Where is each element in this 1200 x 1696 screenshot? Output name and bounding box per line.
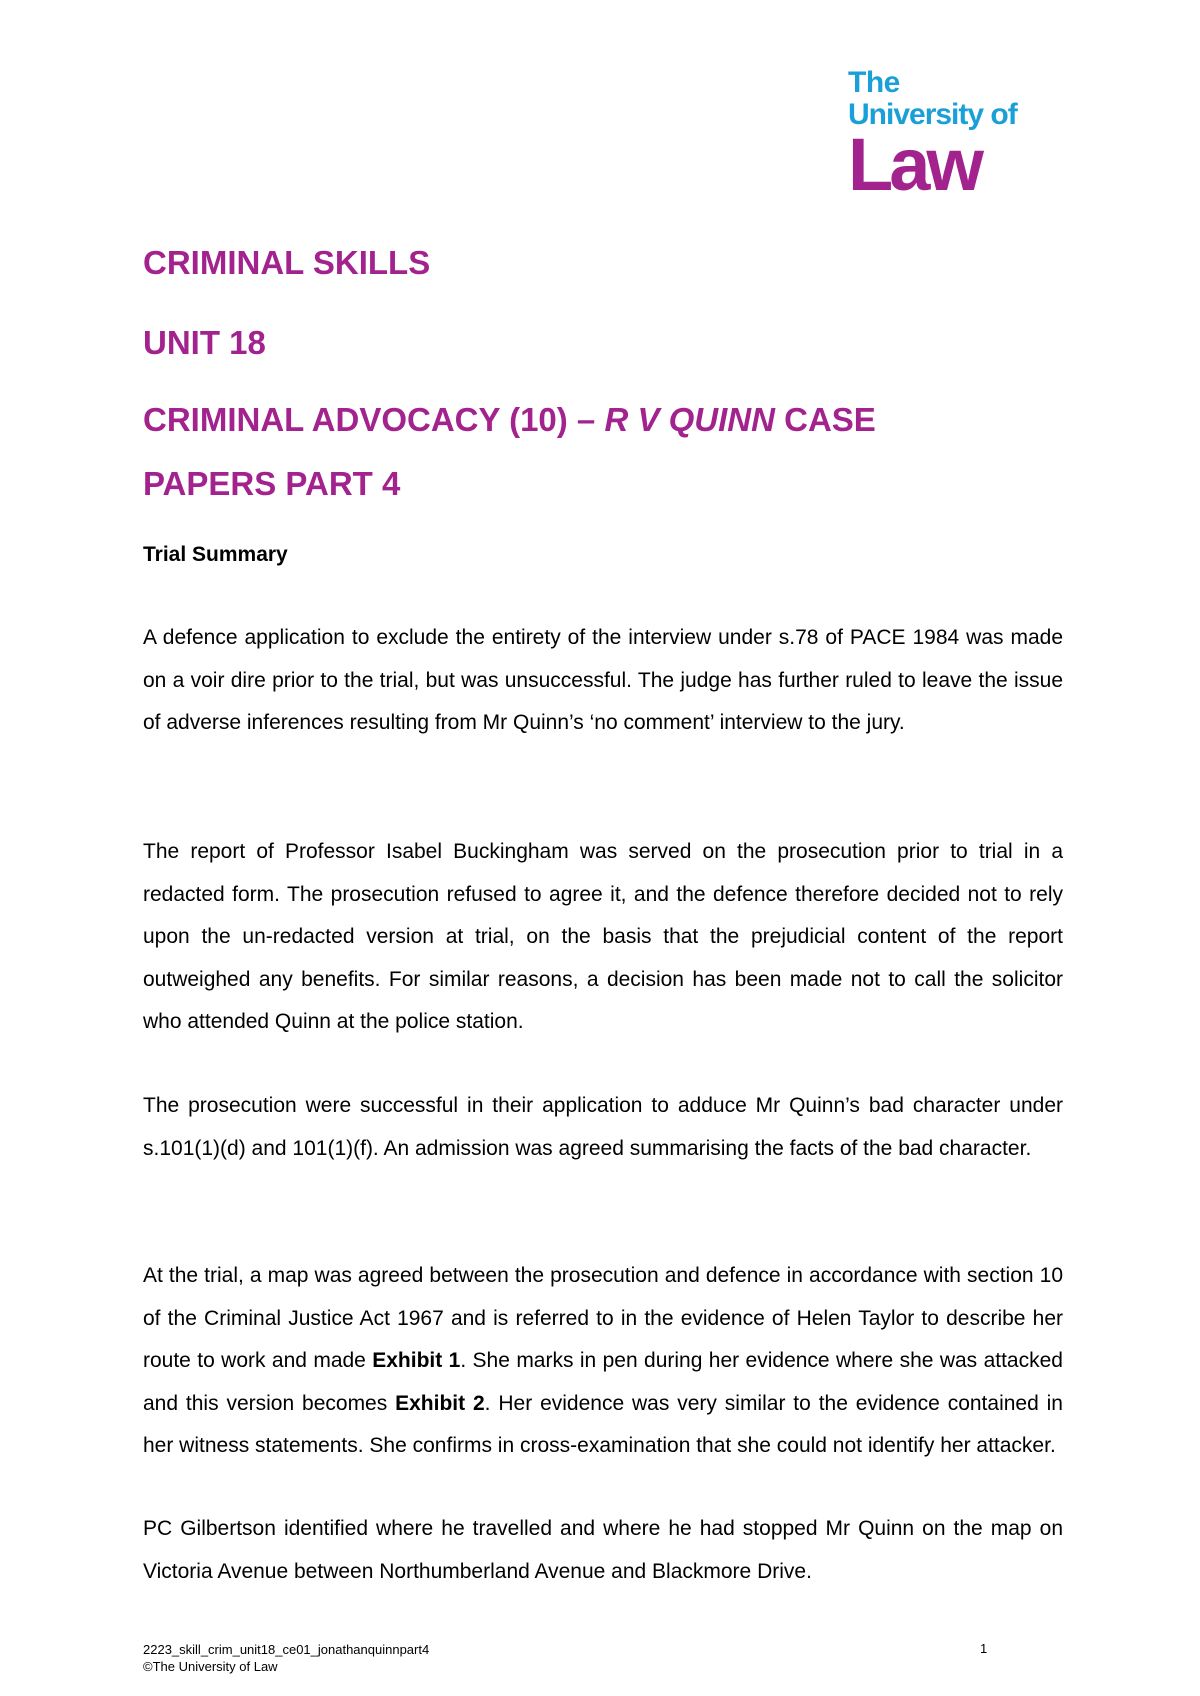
map-text-2: . She marks in pen during her evidence where she was attacked and this version becomes [143, 1349, 1063, 1415]
exhibit-1-label: Exhibit 1 [372, 1349, 461, 1372]
section-title: Trial Summary [143, 543, 288, 566]
case-heading [143, 401, 876, 439]
unit-heading: UNIT 18 [143, 324, 266, 361]
paragraph-map-exhibits [143, 1255, 1063, 1468]
map-text-1: At the trial, a map was agreed between the prosecution and defence in accordance with section 10 of the Criminal Justice Act 1967 and is referred to in the evidence of Helen Taylor to describe her route to work and made [143, 1264, 1063, 1372]
footer-filename: 2223_skill_crim_unit18_ce01_jonathanquinnpart4 [143, 1642, 430, 1657]
paragraph-bad-character: The prosecution were successful in their application to adduce Mr Quinn’s bad character under s.101(1)(d) and 101(1)(f). An admission was agreed summarising the facts of the bad character. [143, 1094, 1063, 1160]
paragraph-expert-report: The report of Professor Isabel Buckingham was served on the prosecution prior to trial in a redacted form. The prosecution refused to agree it, and the defence therefore decided not to rely upon the un-redacted version at trial, on the basis that the prejudicial content of the report outweighed any benefits. For similar reasons, a decision has been made not to call the solicitor who attended Quinn at the police station. [143, 840, 1063, 1033]
footer [143, 1641, 429, 1675]
document-title: CRIMINAL SKILLS [143, 244, 431, 281]
logo-line-university-of: University of [848, 98, 1017, 131]
logo-line-law: Law [848, 123, 980, 206]
case-heading-prefix: CRIMINAL ADVOCACY (10) – [143, 401, 605, 438]
map-text-3: . Her evidence was very similar to the evidence contained in her witness statements. She confirms in cross-examination that she could not identify her attacker. [143, 1391, 1063, 1457]
footer-copyright: ©The University of Law [143, 1659, 278, 1674]
page-number: 1 [980, 1641, 988, 1656]
university-logo [848, 66, 1017, 206]
logo-line-the: The [848, 66, 900, 99]
case-papers-heading: PAPERS PART 4 [143, 465, 401, 502]
paragraph-pc-gilbertson: PC Gilbertson identified where he travelled and where he had stopped Mr Quinn on the map on Victoria Avenue between Northumberland Avenue and Blackmore Drive. [143, 1517, 1063, 1583]
case-heading-suffix: CASE [774, 401, 876, 438]
paragraph-interview-application: A defence application to exclude the entirety of the interview under s.78 of PACE 1984 was made on a voir dire prior to the trial, but was unsuccessful. The judge has further ruled to leave the issue of adverse inferences resulting from Mr Quinn’s ‘no comment’ interview to the jury. [143, 626, 1063, 734]
case-name: R V QUINN [604, 401, 775, 438]
exhibit-2-label: Exhibit 2 [395, 1391, 485, 1415]
